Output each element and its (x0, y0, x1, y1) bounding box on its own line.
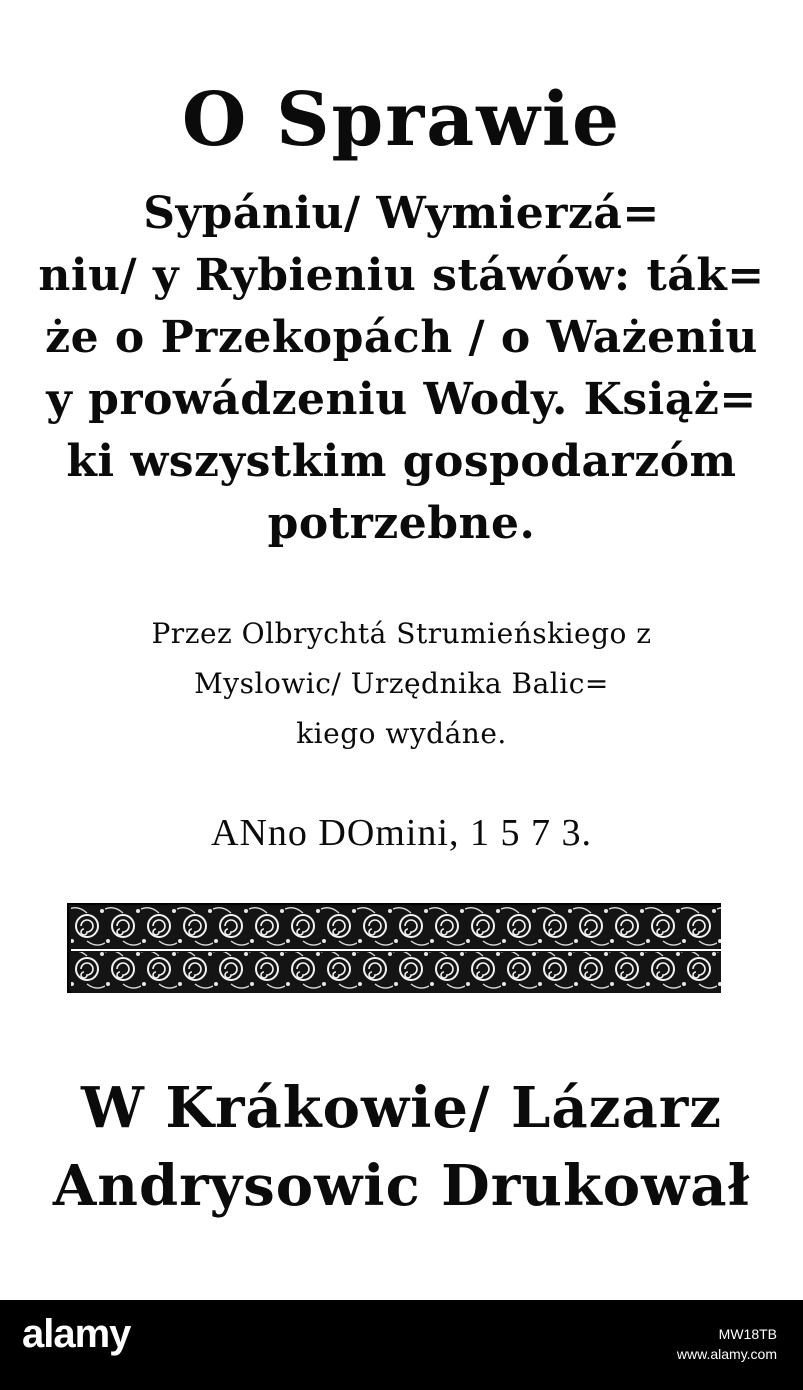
author-line-3: kiego wydáne. (296, 717, 507, 750)
subtitle-line-5: ki wszystkim gospodarzóm (66, 436, 737, 487)
page-title: O Sprawie (181, 77, 622, 163)
ornamental-border-icon (67, 903, 721, 993)
subtitle-line-4: y prowádzeniu Wody. Książ= (46, 374, 757, 425)
image-reference (677, 1324, 777, 1364)
printer-line-1: W Krákowie/ Lázarz (80, 1075, 723, 1141)
scroll-vine-pattern (69, 905, 723, 995)
image-id: MW18TB (718, 1326, 777, 1342)
subtitle-line-6: potrzebne. (267, 498, 536, 549)
author-line-2: Myslowic/ Urzędnika Balic= (194, 667, 609, 700)
author-line-1: Przez Olbrychtá Strumieńskiego z (151, 617, 652, 650)
stock-watermark-bar (0, 1300, 803, 1390)
publication-date: ANno DOmini, 1 5 7 3. (211, 812, 592, 854)
subtitle-line-2: niu/ y Rybieniu stáwów: ták= (38, 250, 765, 301)
subtitle-line-3: że o Przekopách / o Ważeniu (45, 312, 758, 363)
alamy-logo: alamy (22, 1312, 131, 1356)
printer-line-2: Andrysowic Drukował (52, 1153, 751, 1219)
watermark-url: www.alamy.com (676, 1346, 777, 1362)
subtitle-line-1: Sypániu/ Wymierzá= (143, 188, 660, 239)
